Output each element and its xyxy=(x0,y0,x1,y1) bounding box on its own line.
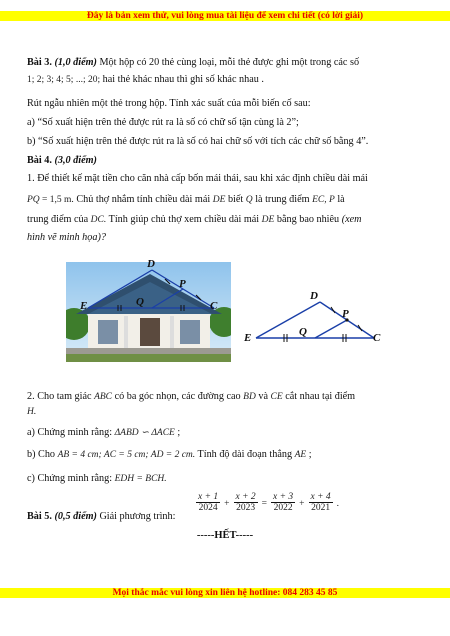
bai4-question-c xyxy=(27,472,167,486)
house-label-p: P xyxy=(179,278,186,290)
diagram-label-c: C xyxy=(373,332,381,344)
bai3-question-b: b) “Số xuất hiện trên thẻ được rút ra là số có hai chữ số với tích các chữ số bằng 4”. xyxy=(27,136,369,147)
bai3-question-a: a) “Số xuất hiện trên thẻ được rút ra là số có chữ số tận cùng là 2”; xyxy=(27,117,299,128)
bai5-text: Giải phương trình: xyxy=(96,511,176,522)
math-abc: ABC xyxy=(94,392,113,402)
fraction-4 xyxy=(309,492,333,513)
fraction-1-num: x + 1 xyxy=(198,492,219,502)
fraction-4-den: 2021 xyxy=(311,503,331,513)
text-span: 2. Cho tam giác xyxy=(27,391,95,402)
diagram-label-e: E xyxy=(244,332,252,344)
house-label-c: C xyxy=(210,300,218,312)
diagram-label-p: P xyxy=(342,308,349,320)
bai4-points: (3,0 điểm) xyxy=(54,155,97,166)
text-span: và xyxy=(255,391,271,402)
bai3-line3: Rút ngẫu nhiên một thẻ trong hộp. Tính xác suất của mỗi biến cố sau: xyxy=(27,98,311,109)
text-span: a) Chứng minh rằng: xyxy=(27,427,115,438)
house-label-q: Q xyxy=(136,296,144,308)
plus-sign: + xyxy=(224,499,230,510)
text-span: biết xyxy=(225,194,246,205)
house-label-e: E xyxy=(80,300,88,312)
fraction-4-num: x + 4 xyxy=(310,492,331,502)
text-span: cắt nhau tại điểm xyxy=(282,391,356,402)
fraction-2 xyxy=(234,492,258,513)
bai4-p2-line2 xyxy=(27,405,36,419)
fraction-2-den: 2023 xyxy=(236,503,256,513)
bai3-text2: hai thẻ khác nhau thì ghi số khác nhau . xyxy=(100,74,264,85)
bai4-p1-line1: 1. Để thiết kế mặt tiền cho căn nhà cấp bốn mái thái, sau khi xác định chiều dài mái xyxy=(27,173,368,184)
house-illustration xyxy=(66,258,231,362)
math-ce: CE xyxy=(270,392,283,402)
fraction-1-den: 2024 xyxy=(198,503,218,513)
bai3-line2 xyxy=(27,73,264,87)
math-dc: DC. xyxy=(90,215,107,225)
period: . xyxy=(336,499,340,510)
text-span: trung điểm của xyxy=(27,214,91,225)
bottom-banner-text: Mọi thắc mắc vui lòng xin liên hệ hotline: 084 283 45 85 xyxy=(112,588,338,598)
text-span: (xem xyxy=(341,214,362,225)
bai4-p1-line2 xyxy=(27,193,345,207)
text-span: Tính độ dài đoạn thẳng xyxy=(195,449,295,460)
bai4-p1-line4: hình vẽ minh họa)? xyxy=(27,232,106,243)
math-q: Q xyxy=(245,195,253,205)
text-span: b) Cho xyxy=(27,449,58,460)
top-banner-text: Đây là bản xem thử, vui lòng mua tài liệu để xem chi tiết (có lời giải) xyxy=(86,11,364,21)
bottom-banner xyxy=(0,588,450,598)
text-span: Tính giúp chủ thợ xem chiều dài mái xyxy=(106,214,262,225)
bai5-title: Bài 5. xyxy=(27,511,52,522)
fraction-1 xyxy=(196,492,220,513)
bai5-points: (0,5 điểm) xyxy=(54,511,97,522)
math-bd: BD xyxy=(243,392,256,402)
diagram-label-d: D xyxy=(310,290,318,302)
math-angle-equality: EDH = BCH. xyxy=(114,474,167,484)
diagram-label-q: Q xyxy=(299,326,307,338)
text-span: là xyxy=(334,194,345,205)
fraction-3-num: x + 3 xyxy=(273,492,294,502)
text-span: ; xyxy=(174,427,181,438)
triangle-diagram xyxy=(240,288,390,350)
bai4-title: Bài 4. xyxy=(27,155,52,166)
text-span: có ba góc nhọn, các đường cao xyxy=(112,391,244,402)
bai5-equation xyxy=(196,492,339,513)
bai3-points: (1,0 điểm) xyxy=(54,57,97,68)
math-given-lengths: AB = 4 cm; AC = 5 cm; AD = 2 cm. xyxy=(57,450,196,460)
bai4-heading xyxy=(27,154,97,167)
math-similar-triangles: ΔABD ∽ ΔACE xyxy=(114,428,175,438)
equals-sign: = xyxy=(261,499,267,510)
bai5-heading xyxy=(27,510,175,523)
math-de2: DE xyxy=(261,215,275,225)
end-marker: -----HẾT----- xyxy=(196,530,254,541)
math-de: DE xyxy=(212,195,226,205)
fraction-3-den: 2022 xyxy=(273,503,293,513)
top-banner xyxy=(0,11,450,21)
house-label-d: D xyxy=(147,258,155,270)
text-span: c) Chứng minh rằng: xyxy=(27,473,115,484)
fraction-2-num: x + 2 xyxy=(235,492,256,502)
bai3-text1: Một hộp có 20 thẻ cùng loại, mỗi thẻ được ghi một trong các số xyxy=(96,57,360,68)
math-ae: AE xyxy=(294,450,307,460)
math-ecp: EC, P xyxy=(312,195,335,205)
fraction-3 xyxy=(271,492,295,513)
text-span: là trung điểm xyxy=(252,194,313,205)
bai3-line1 xyxy=(27,56,359,69)
bai4-p2-line1 xyxy=(27,390,355,404)
bai4-question-a xyxy=(27,426,180,440)
math-pq: PQ xyxy=(27,195,40,205)
house-photo-drawing xyxy=(66,262,231,362)
bai4-question-b xyxy=(27,448,312,462)
math-pq-value: = 1,5 m. xyxy=(39,195,74,205)
bai3-numbers: 1; 2; 3; 4; 5; ...; 20; xyxy=(27,75,101,85)
plus-sign: + xyxy=(299,499,305,510)
bai4-p1-line3 xyxy=(27,213,361,227)
bai3-title: Bài 3. xyxy=(27,57,52,68)
text-span: Chủ thợ nhắm tính chiều dài mái xyxy=(73,194,213,205)
text-span: ; xyxy=(306,449,312,460)
text-span: bằng bao nhiêu xyxy=(274,214,342,225)
math-h: H. xyxy=(27,407,37,417)
